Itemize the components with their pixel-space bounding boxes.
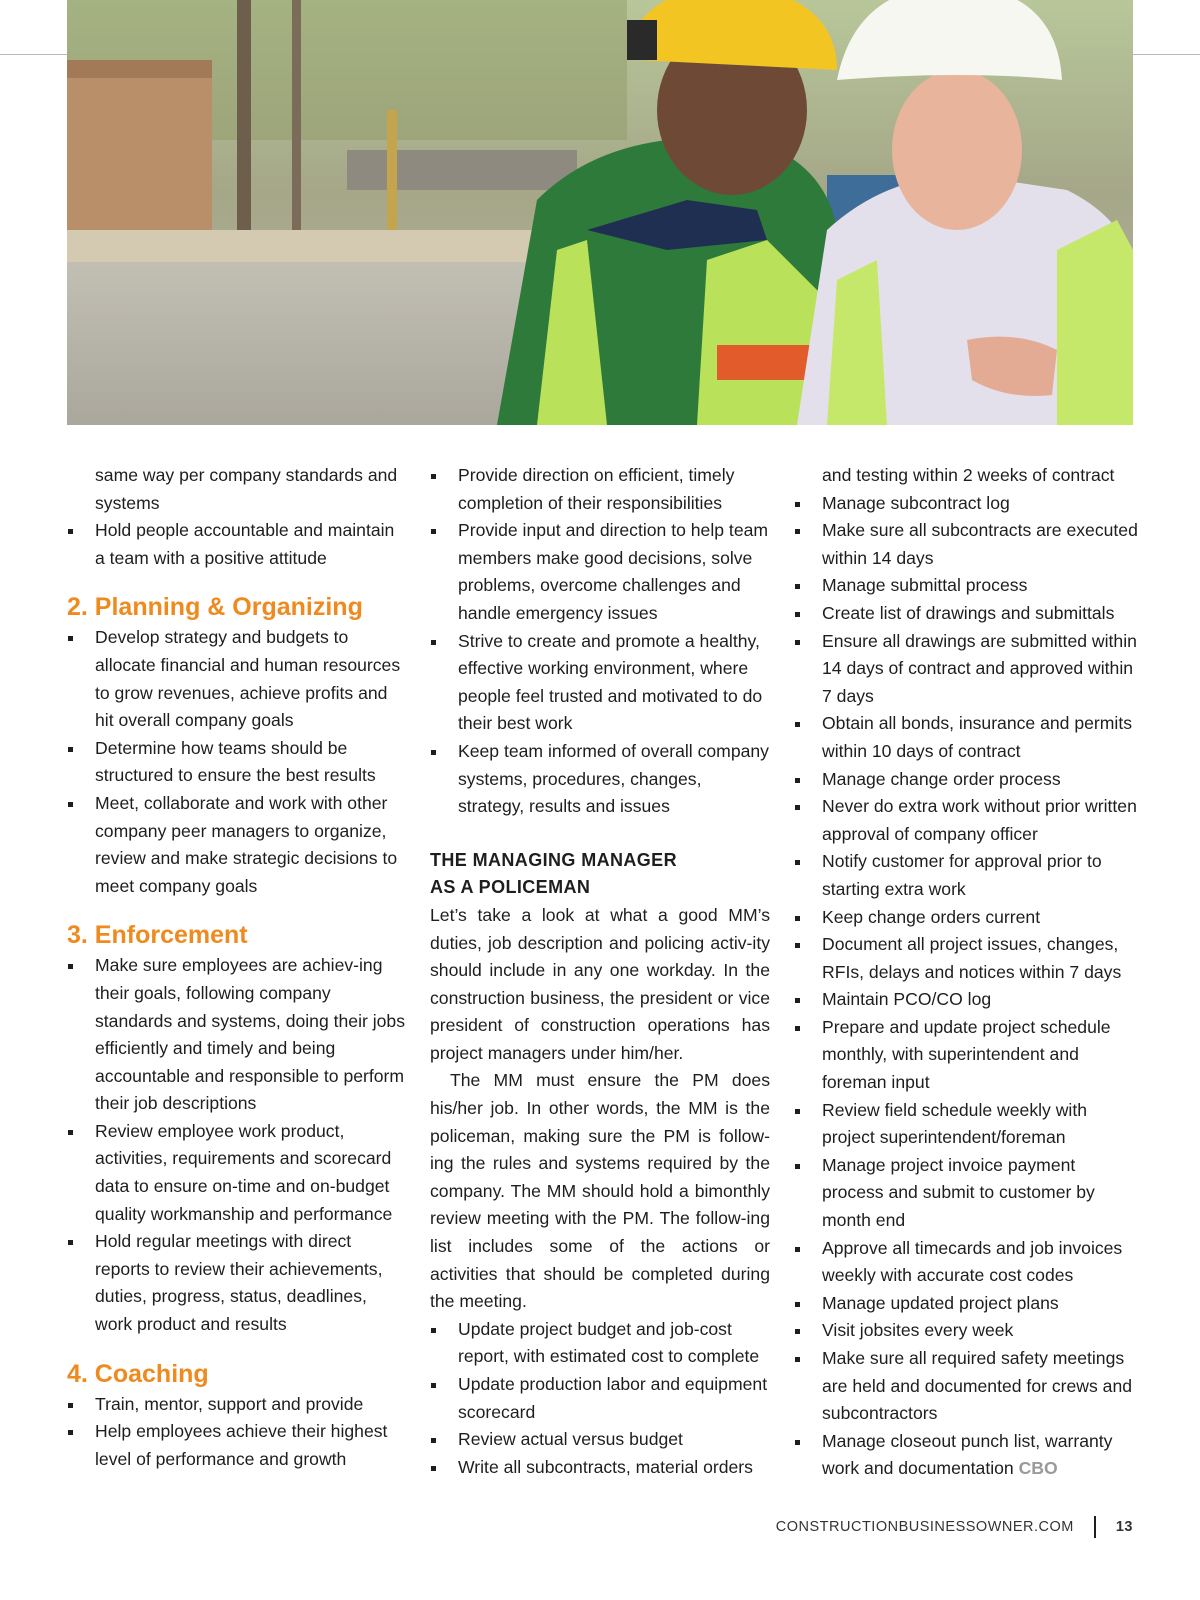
list-item: Make sure employees are achiev-ing their goals, following company standards and systems, doing their jobs efficiently and timely and being accountable and responsible to perform their job descriptions bbox=[67, 952, 407, 1118]
list-item: Ensure all drawings are submitted within 14 days of contract and approved within 7 days bbox=[794, 628, 1139, 711]
list-item: Make sure all subcontracts are executed within 14 days bbox=[794, 517, 1139, 572]
list-item: Update project budget and job-cost report, with estimated cost to complete bbox=[430, 1316, 770, 1371]
list-item: Manage project invoice payment process and submit to customer by month end bbox=[794, 1152, 1139, 1235]
footer-site-url[interactable]: CONSTRUCTIONBUSINESSOWNER.COM bbox=[775, 1519, 1074, 1535]
continued-text: and testing within 2 weeks of contract bbox=[822, 465, 1115, 485]
list-item: Help employees achieve their highest level of performance and growth bbox=[67, 1418, 407, 1473]
last-bullet-text: Manage closeout punch list, warranty work and documentation bbox=[822, 1430, 1113, 1479]
column-3 bbox=[794, 462, 1139, 1483]
bullet-list bbox=[794, 490, 1139, 1483]
header-photo bbox=[67, 0, 1133, 425]
bullet-list bbox=[67, 1391, 407, 1474]
list-item: Update production labor and equipment scorecard bbox=[430, 1371, 770, 1426]
footer-divider bbox=[1094, 1516, 1096, 1538]
list-item: Create list of drawings and submittals bbox=[794, 600, 1139, 628]
subsection-heading bbox=[430, 847, 770, 902]
list-item: Hold people accountable and maintain a team with a positive attitude bbox=[67, 517, 407, 572]
list-item: Manage submittal process bbox=[794, 572, 1139, 600]
list-item: Prepare and update project schedule monthly, with superintendent and foreman input bbox=[794, 1014, 1139, 1097]
bullet-list bbox=[430, 462, 770, 821]
list-item: Document all project issues, changes, RFIs, delays and notices within 7 days bbox=[794, 931, 1139, 986]
section-heading-enforcement: 3. Enforcement bbox=[67, 921, 248, 950]
cbo-end-mark: CBO bbox=[1018, 1458, 1058, 1479]
list-item: Keep change orders current bbox=[794, 904, 1139, 932]
section-heading-planning: 2. Planning & Organizing bbox=[67, 593, 363, 622]
bullet-list bbox=[67, 624, 407, 900]
top-rule-left bbox=[0, 54, 67, 55]
column-1 bbox=[67, 462, 407, 1473]
body-paragraph-2: The MM must ensure the PM does his/her job. In other words, the MM is the policeman, making sure the PM is follow-ing the rules and systems required by the company. The MM should hold a bimonthly review meeting with the PM. The follow-ing list includes some of the actions or activities that should be completed during the meeting. bbox=[430, 1070, 770, 1312]
subsection-heading-line-1: THE MANAGING MANAGER bbox=[430, 849, 677, 870]
column-2 bbox=[430, 462, 770, 1481]
list-item: Provide input and direction to help team members make good decisions, solve problems, overcome challenges and handle emergency issues bbox=[430, 517, 770, 627]
list-item: Review field schedule weekly with project superintendent/foreman bbox=[794, 1097, 1139, 1152]
list-item: Develop strategy and budgets to allocate financial and human resources to grow revenues, achieve profits and hit overall company goals bbox=[67, 624, 407, 734]
subsection-heading-line-2: AS A POLICEMAN bbox=[430, 877, 591, 898]
list-item: Write all subcontracts, material orders bbox=[430, 1454, 770, 1482]
page-footer bbox=[776, 1516, 1133, 1538]
list-item: Manage subcontract log bbox=[794, 490, 1139, 518]
list-item: Approve all timecards and job invoices weekly with accurate cost codes bbox=[794, 1235, 1139, 1290]
list-item: Keep team informed of overall company systems, procedures, changes, strategy, results and issues bbox=[430, 738, 770, 821]
bullet-list bbox=[430, 1316, 770, 1482]
section-heading-coaching: 4. Coaching bbox=[67, 1359, 209, 1388]
list-item: Hold regular meetings with direct reports to review their achievements, duties, progress, status, deadlines, work product and results bbox=[67, 1228, 407, 1338]
list-item: Notify customer for approval prior to starting extra work bbox=[794, 848, 1139, 903]
top-rule-right bbox=[1133, 54, 1200, 55]
list-item: Never do extra work without prior written approval of company officer bbox=[794, 793, 1139, 848]
bullet-list bbox=[67, 952, 407, 1338]
bullet-list bbox=[67, 517, 407, 572]
list-item: Manage updated project plans bbox=[794, 1290, 1139, 1318]
list-item: Train, mentor, support and provide bbox=[67, 1391, 407, 1419]
body-paragraph-1: Let’s take a look at what a good MM’s duties, job description and policing activ-ity should include in any one workday. In the construction business, the president or vice president of construction operations has project managers under him/her. bbox=[430, 904, 770, 1063]
continued-text: same way per company standards and systems bbox=[95, 465, 398, 513]
list-item: Meet, collaborate and work with other company peer managers to organize, review and make strategic decisions to meet company goals bbox=[67, 790, 407, 900]
list-item: Obtain all bonds, insurance and permits within 10 days of contract bbox=[794, 710, 1139, 765]
list-item: Visit jobsites every week bbox=[794, 1317, 1139, 1345]
page-number: 13 bbox=[1115, 1519, 1133, 1535]
list-item: Make sure all required safety meetings are held and documented for crews and subcontractors bbox=[794, 1345, 1139, 1428]
list-item: Determine how teams should be structured to ensure the best results bbox=[67, 735, 407, 790]
list-item bbox=[794, 1428, 1139, 1483]
list-item: Review employee work product, activities, requirements and scorecard data to ensure on-time and on-budget quality workmanship and performance bbox=[67, 1118, 407, 1228]
list-item: Provide direction on efficient, timely completion of their responsibilities bbox=[430, 462, 770, 517]
list-item: Maintain PCO/CO log bbox=[794, 986, 1139, 1014]
list-item: Review actual versus budget bbox=[430, 1426, 770, 1454]
list-item: Strive to create and promote a healthy, effective working environment, where people feel trusted and motivated to do their best work bbox=[430, 628, 770, 738]
list-item: Manage change order process bbox=[794, 766, 1139, 794]
